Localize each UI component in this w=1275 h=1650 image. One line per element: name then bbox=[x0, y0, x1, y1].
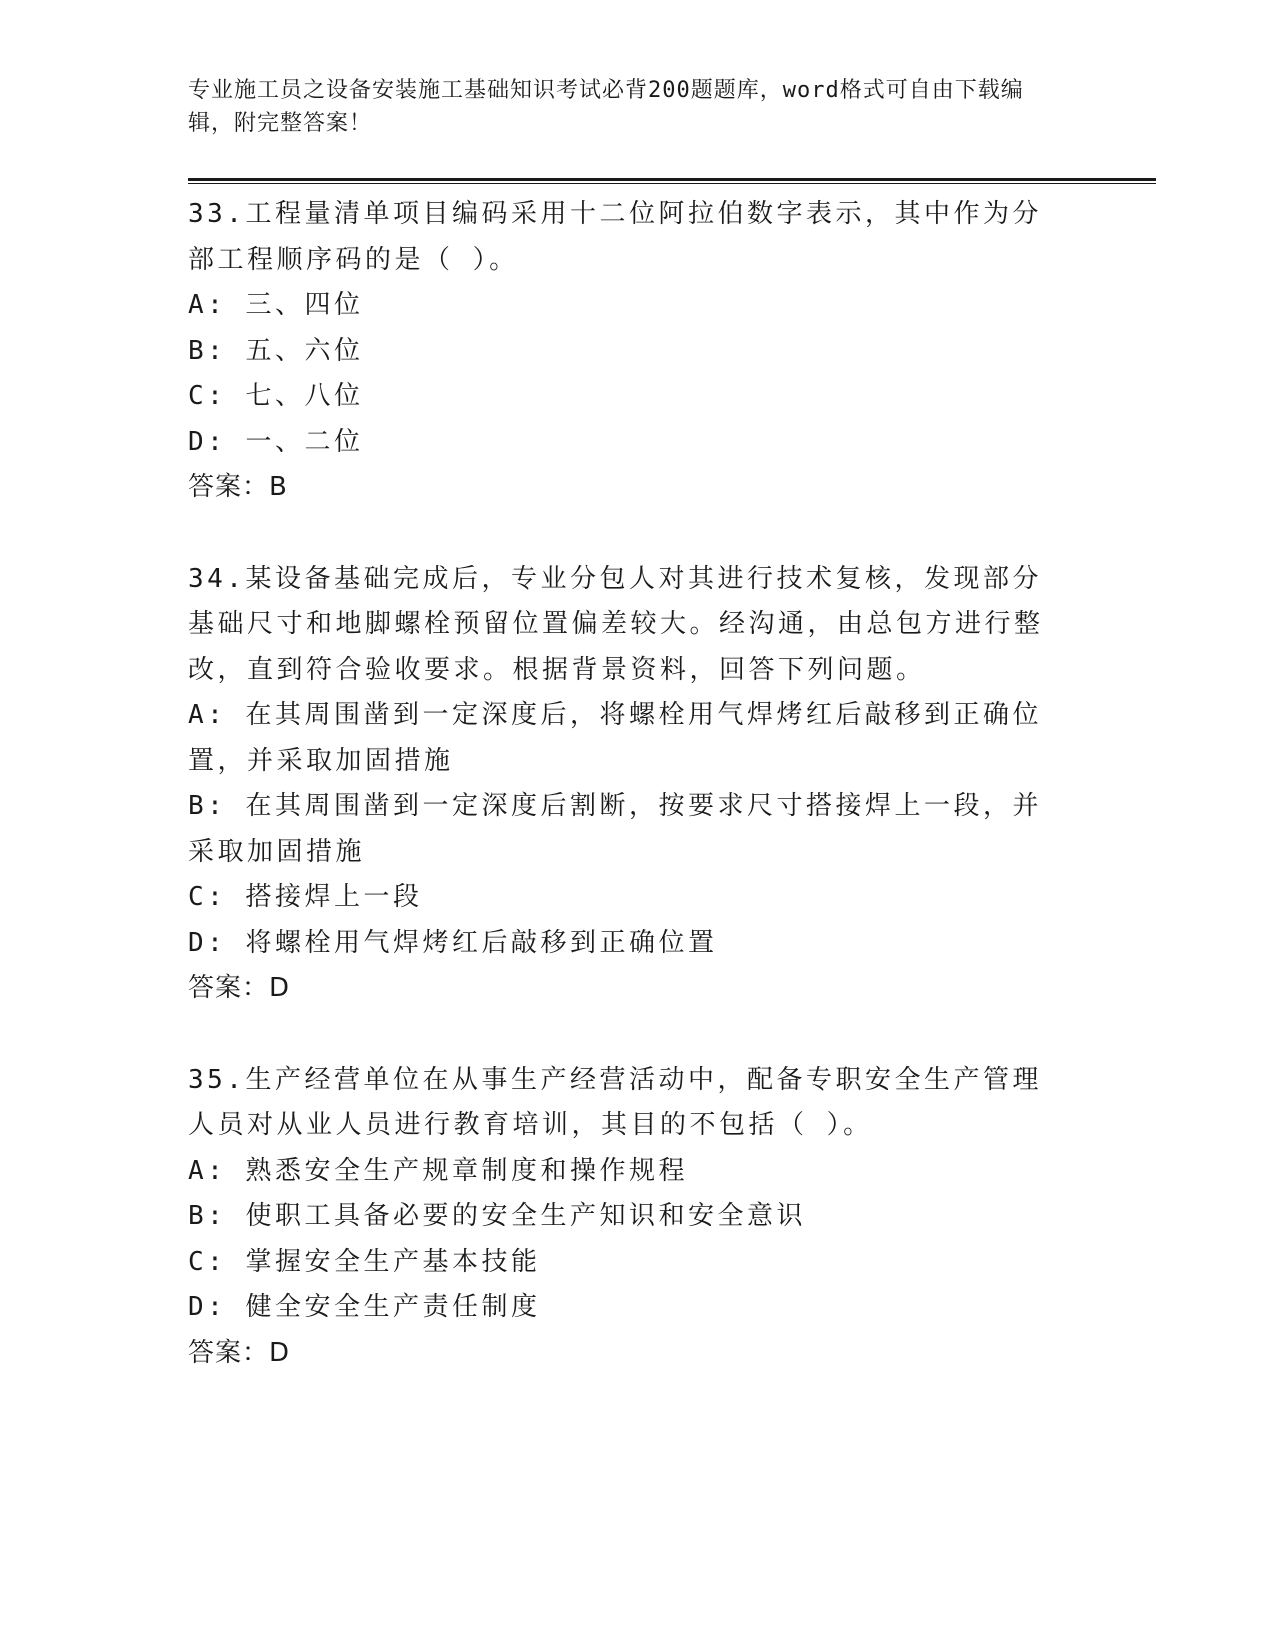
option-a: A: 三、四位 bbox=[188, 290, 364, 320]
option-d: D: 将螺栓用气焊烤红后敲移到正确位置 bbox=[188, 927, 718, 958]
option-c: C: 搭接焊上一段 bbox=[188, 882, 423, 912]
question-33 bbox=[188, 192, 1068, 511]
document-header: 专业施工员之设备安装施工基础知识考试必背200题题库，word格式可自由下载编辑，附完整答案！ bbox=[188, 78, 1024, 136]
option-b: B: 在其周围凿到一定深度后割断，按要求尺寸搭接焊上一段，并采取加固措施 bbox=[188, 791, 1042, 867]
answer-line: 答案：B bbox=[188, 472, 288, 502]
question-text: 34.某设备基础完成后，专业分包人对其进行技术复核，发现部分基础尺寸和地脚螺栓预留位置偏差较大。经沟通，由总包方进行整改，直到符合验收要求。根据背景资料，回答下列问题。 bbox=[188, 563, 1044, 685]
option-b: B: 五、六位 bbox=[188, 335, 364, 366]
question-list bbox=[188, 192, 1068, 1422]
option-a: A: 在其周围凿到一定深度后，将螺栓用气焊烤红后敲移到正确位置，并采取加固措施 bbox=[188, 700, 1042, 776]
answer-line: 答案：D bbox=[188, 1337, 291, 1368]
divider-thin-line bbox=[188, 183, 1156, 184]
question-text: 33.工程量清单项目编码采用十二位阿拉伯数字表示，其中作为分部工程顺序码的是（ ）。 bbox=[188, 199, 1042, 275]
option-a: A: 熟悉安全生产规章制度和操作规程 bbox=[188, 1155, 688, 1186]
option-d: D: 一、二位 bbox=[188, 426, 364, 457]
question-34 bbox=[188, 557, 1068, 1012]
option-b: B: 使职工具备必要的安全生产知识和安全意识 bbox=[188, 1201, 806, 1231]
option-c: C: 七、八位 bbox=[188, 381, 364, 411]
answer-line: 答案：D bbox=[188, 973, 291, 1003]
option-c: C: 掌握安全生产基本技能 bbox=[188, 1246, 541, 1277]
divider-thick-line bbox=[188, 178, 1156, 181]
header-divider bbox=[188, 178, 1156, 184]
option-d: D: 健全安全生产责任制度 bbox=[188, 1292, 541, 1322]
document-page bbox=[188, 0, 1148, 1650]
question-text: 35.生产经营单位在从事生产经营活动中，配备专职安全生产管理人员对从业人员进行教育培训，其目的不包括（ ）。 bbox=[188, 1064, 1042, 1140]
question-35 bbox=[188, 1058, 1068, 1377]
